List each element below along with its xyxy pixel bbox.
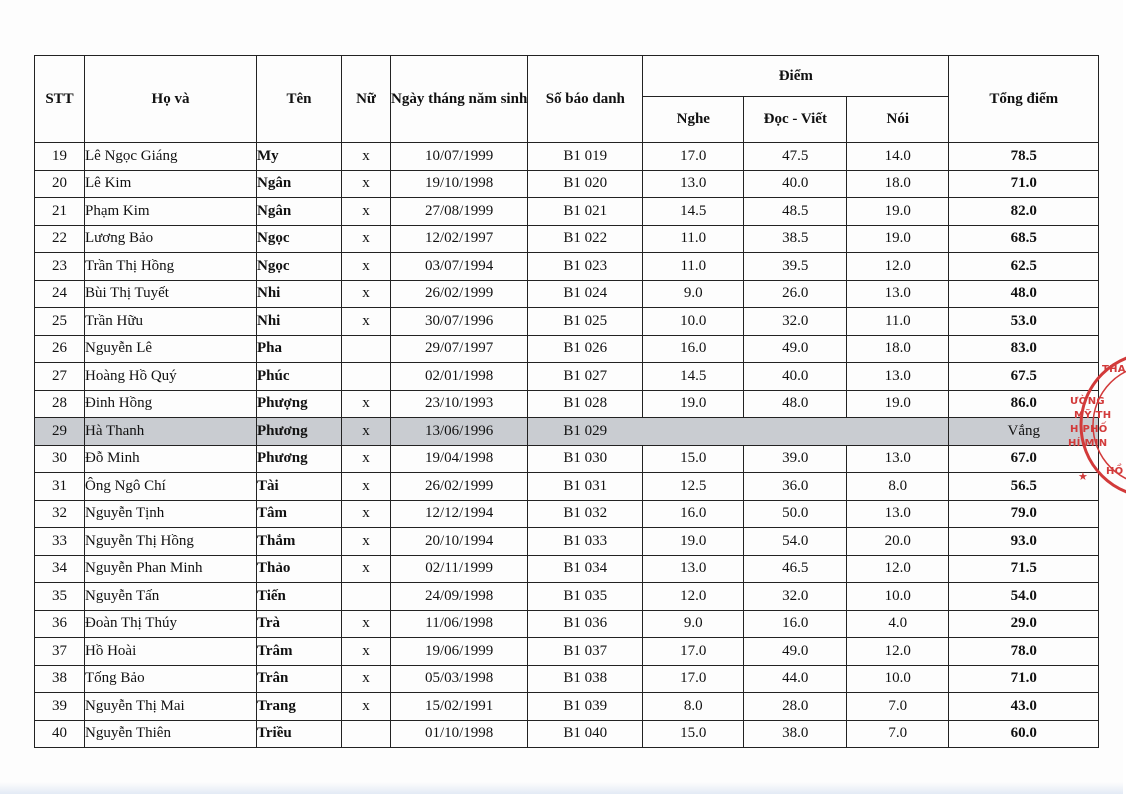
- cell-tong-diem: 79.0: [949, 500, 1099, 528]
- cell-ho: Trần Thị Hồng: [85, 253, 257, 281]
- cell-noi: 20.0: [847, 528, 949, 556]
- header-nghe: Nghe: [643, 97, 744, 143]
- cell-noi: 18.0: [847, 170, 949, 198]
- cell-stt: 24: [35, 280, 85, 308]
- cell-nu: x: [342, 308, 391, 336]
- cell-dob: 11/06/1998: [391, 610, 528, 638]
- cell-ho: Đoàn Thị Thúy: [85, 610, 257, 638]
- cell-tong-diem: 29.0: [949, 610, 1099, 638]
- table-row: [35, 665, 1099, 693]
- cell-so-bao-danh: B1 030: [528, 445, 643, 473]
- cell-stt: 28: [35, 390, 85, 418]
- cell-nghe: 13.0: [643, 555, 744, 583]
- cell-doc-viet: 47.5: [744, 143, 847, 171]
- header-so-bao-danh: Số báo danh: [528, 56, 643, 143]
- cell-nu: x: [342, 143, 391, 171]
- cell-tong-diem: 78.5: [949, 143, 1099, 171]
- cell-tong-diem: 86.0: [949, 390, 1099, 418]
- cell-tong-diem: 68.5: [949, 225, 1099, 253]
- cell-ho: Bùi Thị Tuyết: [85, 280, 257, 308]
- cell-nu: x: [342, 693, 391, 721]
- cell-tong-diem: 56.5: [949, 473, 1099, 501]
- cell-noi: 10.0: [847, 665, 949, 693]
- cell-dob: 30/07/1996: [391, 308, 528, 336]
- cell-nghe: 17.0: [643, 665, 744, 693]
- cell-nu: [342, 720, 391, 748]
- cell-stt: 32: [35, 500, 85, 528]
- cell-stt: 31: [35, 473, 85, 501]
- cell-nghe: 19.0: [643, 528, 744, 556]
- seal-text-fragment: HỒ: [1106, 466, 1124, 477]
- cell-noi: 13.0: [847, 500, 949, 528]
- cell-tong-diem: 67.0: [949, 445, 1099, 473]
- table-row: [35, 335, 1099, 363]
- cell-dob: 24/09/1998: [391, 583, 528, 611]
- cell-ho: Tống Bảo: [85, 665, 257, 693]
- cell-dob: 19/10/1998: [391, 170, 528, 198]
- cell-ho: Phạm Kim: [85, 198, 257, 226]
- seal-text-fragment: H PHỐ: [1070, 424, 1108, 435]
- cell-ten: Ngọc: [257, 225, 342, 253]
- cell-dob: 20/10/1994: [391, 528, 528, 556]
- cell-nu: x: [342, 555, 391, 583]
- seal-text-fragment: MỸ TH: [1074, 410, 1112, 421]
- cell-tong-diem: 71.5: [949, 555, 1099, 583]
- cell-nu: x: [342, 390, 391, 418]
- cell-nghe: 9.0: [643, 280, 744, 308]
- cell-doc-viet: 32.0: [744, 583, 847, 611]
- cell-ten: Phượng: [257, 390, 342, 418]
- cell-ho: Hà Thanh: [85, 418, 257, 446]
- cell-tong-diem: Vắng: [949, 418, 1099, 446]
- cell-doc-viet: 38.5: [744, 225, 847, 253]
- cell-ten: Triều: [257, 720, 342, 748]
- cell-nu: x: [342, 500, 391, 528]
- cell-noi: 14.0: [847, 143, 949, 171]
- svg-text:★: ★: [1078, 470, 1088, 483]
- cell-nu: x: [342, 198, 391, 226]
- cell-stt: 22: [35, 225, 85, 253]
- cell-stt: 33: [35, 528, 85, 556]
- table-row: [35, 583, 1099, 611]
- cell-doc-viet: 44.0: [744, 665, 847, 693]
- cell-nghe: 10.0: [643, 308, 744, 336]
- table-row: [35, 445, 1099, 473]
- cell-nu: x: [342, 473, 391, 501]
- cell-ho: Nguyễn Phan Minh: [85, 555, 257, 583]
- cell-doc-viet: 36.0: [744, 473, 847, 501]
- cell-so-bao-danh: B1 024: [528, 280, 643, 308]
- cell-dob: 05/03/1998: [391, 665, 528, 693]
- cell-nu: [342, 335, 391, 363]
- cell-noi: 13.0: [847, 280, 949, 308]
- cell-stt: 39: [35, 693, 85, 721]
- cell-nghe: 11.0: [643, 225, 744, 253]
- cell-dob: 29/07/1997: [391, 335, 528, 363]
- cell-ho: Nguyễn Tấn: [85, 583, 257, 611]
- cell-nghe: 9.0: [643, 610, 744, 638]
- table-row: [35, 473, 1099, 501]
- cell-so-bao-danh: B1 033: [528, 528, 643, 556]
- cell-stt: 21: [35, 198, 85, 226]
- cell-so-bao-danh: B1 027: [528, 363, 643, 391]
- cell-noi: 13.0: [847, 445, 949, 473]
- cell-stt: 27: [35, 363, 85, 391]
- table-row: [35, 363, 1099, 391]
- table-row: [35, 198, 1099, 226]
- cell-doc-viet: 32.0: [744, 308, 847, 336]
- cell-doc-viet: 50.0: [744, 500, 847, 528]
- table-row: [35, 610, 1099, 638]
- table-row: [35, 308, 1099, 336]
- cell-ho: Nguyễn Tịnh: [85, 500, 257, 528]
- cell-tong-diem: 53.0: [949, 308, 1099, 336]
- cell-nghe: 16.0: [643, 500, 744, 528]
- cell-so-bao-danh: B1 035: [528, 583, 643, 611]
- cell-nghe: 15.0: [643, 445, 744, 473]
- cell-doc-viet: 46.5: [744, 555, 847, 583]
- table-row: [35, 225, 1099, 253]
- header-ngay-thang-nam-sinh: Ngày tháng năm sinh: [391, 56, 528, 143]
- cell-doc-viet: 49.0: [744, 638, 847, 666]
- cell-ho: Nguyễn Thị Hồng: [85, 528, 257, 556]
- cell-ten: Tiến: [257, 583, 342, 611]
- cell-nghe: 12.5: [643, 473, 744, 501]
- cell-tong-diem: 48.0: [949, 280, 1099, 308]
- cell-noi: 19.0: [847, 225, 949, 253]
- cell-ho: Lê Kim: [85, 170, 257, 198]
- cell-nu: x: [342, 638, 391, 666]
- cell-doc-viet: 40.0: [744, 170, 847, 198]
- cell-nu: x: [342, 528, 391, 556]
- cell-so-bao-danh: B1 022: [528, 225, 643, 253]
- cell-nu: x: [342, 445, 391, 473]
- cell-stt: 40: [35, 720, 85, 748]
- cell-doc-viet: 28.0: [744, 693, 847, 721]
- cell-so-bao-danh: B1 031: [528, 473, 643, 501]
- cell-ho: Ông Ngô Chí: [85, 473, 257, 501]
- cell-ten: Phương: [257, 418, 342, 446]
- cell-doc-viet: [744, 418, 847, 446]
- cell-ten: Trà: [257, 610, 342, 638]
- cell-so-bao-danh: B1 025: [528, 308, 643, 336]
- cell-nghe: 16.0: [643, 335, 744, 363]
- cell-so-bao-danh: B1 039: [528, 693, 643, 721]
- cell-nghe: 17.0: [643, 638, 744, 666]
- cell-ho: Hồ Hoài: [85, 638, 257, 666]
- table-row: [35, 170, 1099, 198]
- header-nu: Nữ: [342, 56, 391, 143]
- cell-dob: 27/08/1999: [391, 198, 528, 226]
- cell-ten: Nhi: [257, 280, 342, 308]
- seal-text-fragment: ƯỜNG: [1070, 396, 1105, 407]
- cell-tong-diem: 83.0: [949, 335, 1099, 363]
- cell-so-bao-danh: B1 021: [528, 198, 643, 226]
- cell-doc-viet: 49.0: [744, 335, 847, 363]
- table-row: [35, 528, 1099, 556]
- cell-ten: Tâm: [257, 500, 342, 528]
- cell-stt: 30: [35, 445, 85, 473]
- header-doc-viet: Đọc - Viết: [744, 97, 847, 143]
- table-row: [35, 693, 1099, 721]
- header-ho-va: Họ và: [85, 56, 257, 143]
- cell-dob: 26/02/1999: [391, 473, 528, 501]
- cell-so-bao-danh: B1 029: [528, 418, 643, 446]
- cell-nghe: 14.5: [643, 198, 744, 226]
- cell-nu: x: [342, 225, 391, 253]
- cell-so-bao-danh: B1 023: [528, 253, 643, 281]
- cell-noi: 8.0: [847, 473, 949, 501]
- cell-nghe: 15.0: [643, 720, 744, 748]
- cell-nghe: 8.0: [643, 693, 744, 721]
- cell-so-bao-danh: B1 019: [528, 143, 643, 171]
- cell-ho: Lương Bảo: [85, 225, 257, 253]
- cell-ho: Trần Hữu: [85, 308, 257, 336]
- cell-nghe: 14.5: [643, 363, 744, 391]
- cell-ten: Ngọc: [257, 253, 342, 281]
- cell-dob: 12/02/1997: [391, 225, 528, 253]
- cell-dob: 03/07/1994: [391, 253, 528, 281]
- cell-so-bao-danh: B1 040: [528, 720, 643, 748]
- table-row: [35, 143, 1099, 171]
- cell-ten: Thảo: [257, 555, 342, 583]
- cell-tong-diem: 71.0: [949, 665, 1099, 693]
- cell-so-bao-danh: B1 036: [528, 610, 643, 638]
- cell-doc-viet: 48.5: [744, 198, 847, 226]
- cell-dob: 12/12/1994: [391, 500, 528, 528]
- cell-stt: 35: [35, 583, 85, 611]
- cell-so-bao-danh: B1 028: [528, 390, 643, 418]
- cell-doc-viet: 39.0: [744, 445, 847, 473]
- cell-tong-diem: 67.5: [949, 363, 1099, 391]
- cell-stt: 25: [35, 308, 85, 336]
- cell-dob: 19/06/1999: [391, 638, 528, 666]
- cell-doc-viet: 39.5: [744, 253, 847, 281]
- cell-doc-viet: 38.0: [744, 720, 847, 748]
- cell-tong-diem: 82.0: [949, 198, 1099, 226]
- header-stt: STT: [35, 56, 85, 143]
- cell-doc-viet: 16.0: [744, 610, 847, 638]
- cell-noi: 18.0: [847, 335, 949, 363]
- cell-tong-diem: 54.0: [949, 583, 1099, 611]
- cell-ten: Nhi: [257, 308, 342, 336]
- cell-dob: 02/11/1999: [391, 555, 528, 583]
- cell-stt: 19: [35, 143, 85, 171]
- cell-stt: 23: [35, 253, 85, 281]
- cell-noi: 19.0: [847, 390, 949, 418]
- table-row: [35, 253, 1099, 281]
- cell-noi: 7.0: [847, 720, 949, 748]
- table-row: [35, 390, 1099, 418]
- cell-tong-diem: 78.0: [949, 638, 1099, 666]
- cell-doc-viet: 54.0: [744, 528, 847, 556]
- cell-stt: 29: [35, 418, 85, 446]
- header-diem: Điểm: [643, 56, 949, 97]
- cell-ten: Trâm: [257, 638, 342, 666]
- cell-tong-diem: 71.0: [949, 170, 1099, 198]
- cell-ten: Phương: [257, 445, 342, 473]
- cell-nghe: 12.0: [643, 583, 744, 611]
- cell-nghe: 19.0: [643, 390, 744, 418]
- score-table: [34, 55, 1099, 748]
- cell-ho: Nguyễn Lê: [85, 335, 257, 363]
- cell-ten: Ngân: [257, 170, 342, 198]
- cell-so-bao-danh: B1 037: [528, 638, 643, 666]
- cell-ten: Phúc: [257, 363, 342, 391]
- cell-dob: 13/06/1996: [391, 418, 528, 446]
- cell-noi: 13.0: [847, 363, 949, 391]
- cell-so-bao-danh: B1 026: [528, 335, 643, 363]
- cell-nghe: 13.0: [643, 170, 744, 198]
- cell-nu: x: [342, 170, 391, 198]
- cell-ten: My: [257, 143, 342, 171]
- cell-nghe: 11.0: [643, 253, 744, 281]
- seal-text-fragment: THA: [1102, 364, 1126, 375]
- cell-ho: Lê Ngọc Giáng: [85, 143, 257, 171]
- cell-ten: Trang: [257, 693, 342, 721]
- cell-nu: [342, 583, 391, 611]
- cell-nu: x: [342, 280, 391, 308]
- cell-nghe: 17.0: [643, 143, 744, 171]
- table-row: [35, 500, 1099, 528]
- cell-tong-diem: 93.0: [949, 528, 1099, 556]
- cell-nu: x: [342, 610, 391, 638]
- header-tong-diem: Tổng điểm: [949, 56, 1099, 143]
- cell-stt: 34: [35, 555, 85, 583]
- cell-ho: Đinh Hồng: [85, 390, 257, 418]
- seal-text-fragment: HÍ MIN: [1068, 438, 1108, 449]
- cell-ten: Tài: [257, 473, 342, 501]
- cell-ten: Thắm: [257, 528, 342, 556]
- cell-stt: 38: [35, 665, 85, 693]
- cell-noi: 12.0: [847, 638, 949, 666]
- header-noi: Nói: [847, 97, 949, 143]
- cell-tong-diem: 43.0: [949, 693, 1099, 721]
- cell-noi: 19.0: [847, 198, 949, 226]
- cell-dob: 15/02/1991: [391, 693, 528, 721]
- scan-edge-haze: [0, 782, 1123, 794]
- cell-noi: 7.0: [847, 693, 949, 721]
- cell-tong-diem: 62.5: [949, 253, 1099, 281]
- cell-ten: Trân: [257, 665, 342, 693]
- cell-noi: 12.0: [847, 555, 949, 583]
- cell-ho: Đỗ Minh: [85, 445, 257, 473]
- cell-dob: 01/10/1998: [391, 720, 528, 748]
- cell-stt: 36: [35, 610, 85, 638]
- cell-dob: 23/10/1993: [391, 390, 528, 418]
- table-header: [35, 56, 1099, 143]
- cell-so-bao-danh: B1 032: [528, 500, 643, 528]
- cell-nu: [342, 363, 391, 391]
- cell-noi: 11.0: [847, 308, 949, 336]
- table-row: [35, 638, 1099, 666]
- cell-noi: [847, 418, 949, 446]
- cell-ten: Pha: [257, 335, 342, 363]
- cell-ten: Ngân: [257, 198, 342, 226]
- header-ten: Tên: [257, 56, 342, 143]
- red-seal-stamp: [1068, 350, 1126, 500]
- cell-dob: 19/04/1998: [391, 445, 528, 473]
- cell-so-bao-danh: B1 038: [528, 665, 643, 693]
- cell-noi: 10.0: [847, 583, 949, 611]
- cell-stt: 26: [35, 335, 85, 363]
- cell-doc-viet: 48.0: [744, 390, 847, 418]
- cell-so-bao-danh: B1 020: [528, 170, 643, 198]
- table-body: [35, 143, 1099, 748]
- cell-tong-diem: 60.0: [949, 720, 1099, 748]
- cell-doc-viet: 26.0: [744, 280, 847, 308]
- cell-ho: Nguyễn Thiên: [85, 720, 257, 748]
- cell-nu: x: [342, 253, 391, 281]
- cell-dob: 26/02/1999: [391, 280, 528, 308]
- table-row: [35, 280, 1099, 308]
- cell-ho: Hoàng Hồ Quý: [85, 363, 257, 391]
- cell-doc-viet: 40.0: [744, 363, 847, 391]
- cell-dob: 10/07/1999: [391, 143, 528, 171]
- cell-nghe: [643, 418, 744, 446]
- table-row: [35, 555, 1099, 583]
- cell-ho: Nguyễn Thị Mai: [85, 693, 257, 721]
- cell-so-bao-danh: B1 034: [528, 555, 643, 583]
- cell-stt: 20: [35, 170, 85, 198]
- cell-dob: 02/01/1998: [391, 363, 528, 391]
- cell-noi: 4.0: [847, 610, 949, 638]
- table-row: [35, 720, 1099, 748]
- cell-noi: 12.0: [847, 253, 949, 281]
- cell-stt: 37: [35, 638, 85, 666]
- cell-nu: x: [342, 665, 391, 693]
- table-row: [35, 418, 1099, 446]
- cell-nu: x: [342, 418, 391, 446]
